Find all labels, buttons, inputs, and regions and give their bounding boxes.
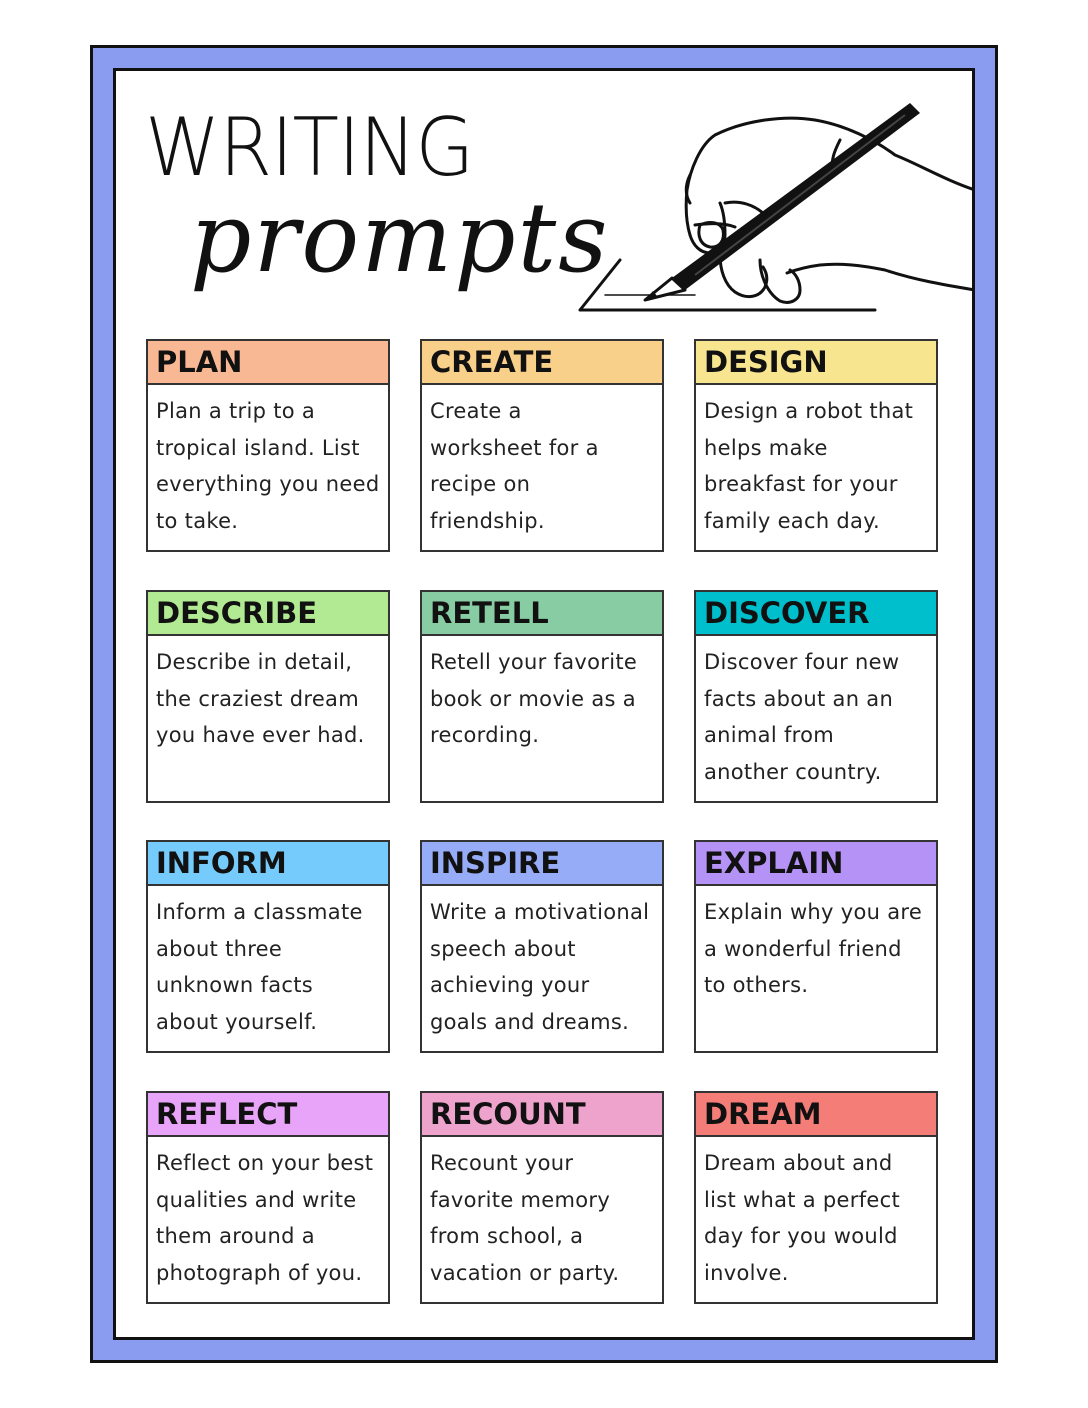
card-heading: INFORM (148, 842, 388, 886)
prompt-card-recount (420, 1091, 664, 1304)
card-text (696, 636, 936, 790)
card-line: family each day. (704, 508, 880, 533)
prompt-card-inspire (420, 840, 664, 1053)
card-line: Discover four new (704, 650, 900, 674)
card-line: another country. (704, 759, 882, 784)
card-line: you have ever had. (156, 723, 365, 747)
card-line: Plan a trip to a (156, 399, 316, 423)
card-text (148, 1137, 388, 1291)
card-text (422, 886, 662, 1040)
card-line: to take. (156, 508, 239, 533)
card-line: animal from (704, 723, 835, 747)
card-line: Recount your (430, 1151, 574, 1175)
card-line: worksheet for a (430, 435, 599, 460)
card-line: recording. (430, 723, 540, 747)
card-line: friendship. (430, 508, 545, 533)
prompt-card-inform (146, 840, 390, 1053)
card-line: unknown facts (156, 973, 313, 997)
card-line: Inform a classmate (156, 900, 363, 924)
card-line: them around a (156, 1224, 315, 1248)
card-line: Reflect on your best (156, 1151, 374, 1175)
card-text (148, 636, 388, 754)
card-heading: DESIGN (696, 341, 936, 385)
card-heading: CREATE (422, 341, 662, 385)
card-heading: DESCRIBE (148, 592, 388, 636)
card-line: Write a motivational (430, 900, 650, 924)
card-line: involve. (704, 1260, 789, 1285)
card-line: from school, a (430, 1224, 584, 1248)
card-text (422, 636, 662, 754)
card-line: qualities and write (156, 1187, 357, 1212)
card-text (696, 385, 936, 539)
card-heading: INSPIRE (422, 842, 662, 886)
card-line: goals and dreams. (430, 1009, 630, 1034)
card-heading: REFLECT (148, 1093, 388, 1137)
card-line: breakfast for your (704, 472, 898, 496)
card-text (696, 1137, 936, 1291)
card-heading: RETELL (422, 592, 662, 636)
title-writing: WRITING (145, 101, 474, 194)
card-line: Dream about and (704, 1151, 893, 1175)
card-line: about yourself. (156, 1009, 318, 1034)
card-line: everything you need (156, 472, 380, 496)
card-line: Explain why you are (704, 900, 923, 924)
card-line: vacation or party. (430, 1260, 620, 1285)
card-heading: EXPLAIN (696, 842, 936, 886)
prompt-card-reflect (146, 1091, 390, 1304)
card-heading: DISCOVER (696, 592, 936, 636)
card-text (422, 1137, 662, 1291)
card-text (148, 385, 388, 539)
card-line: day for you would (704, 1224, 898, 1248)
card-line: Design a robot that (704, 399, 914, 423)
prompt-card-describe (146, 590, 390, 803)
card-line: recipe on (430, 472, 531, 496)
prompt-card-create (420, 339, 664, 552)
prompt-card-explain (694, 840, 938, 1053)
card-line: about three (156, 936, 283, 961)
card-heading: RECOUNT (422, 1093, 662, 1137)
card-line: achieving your (430, 973, 590, 997)
card-line: favorite memory (430, 1187, 611, 1212)
card-line: Describe in detail, (156, 650, 353, 674)
card-line: the craziest dream (156, 686, 359, 711)
prompt-card-retell (420, 590, 664, 803)
hand-writing-pen-illustration (575, 95, 975, 320)
card-text (148, 886, 388, 1040)
card-line: facts about an an (704, 686, 894, 711)
prompt-card-design (694, 339, 938, 552)
prompt-card-dream (694, 1091, 938, 1304)
title-prompts: prompts (190, 182, 610, 294)
card-line: helps make (704, 435, 828, 460)
card-line: Create a (430, 399, 522, 423)
card-line: to others. (704, 973, 809, 997)
prompt-card-discover (694, 590, 938, 803)
card-heading: DREAM (696, 1093, 936, 1137)
card-line: tropical island. List (156, 435, 360, 460)
prompt-card-plan (146, 339, 390, 552)
card-text (696, 886, 936, 1004)
card-line: list what a perfect (704, 1187, 901, 1212)
card-heading: PLAN (148, 341, 388, 385)
card-line: book or movie as a (430, 686, 636, 711)
card-line: photograph of you. (156, 1260, 363, 1285)
card-text (422, 385, 662, 539)
card-line: a wonderful friend (704, 936, 902, 961)
card-line: speech about (430, 936, 576, 961)
card-line: Retell your favorite (430, 650, 638, 674)
